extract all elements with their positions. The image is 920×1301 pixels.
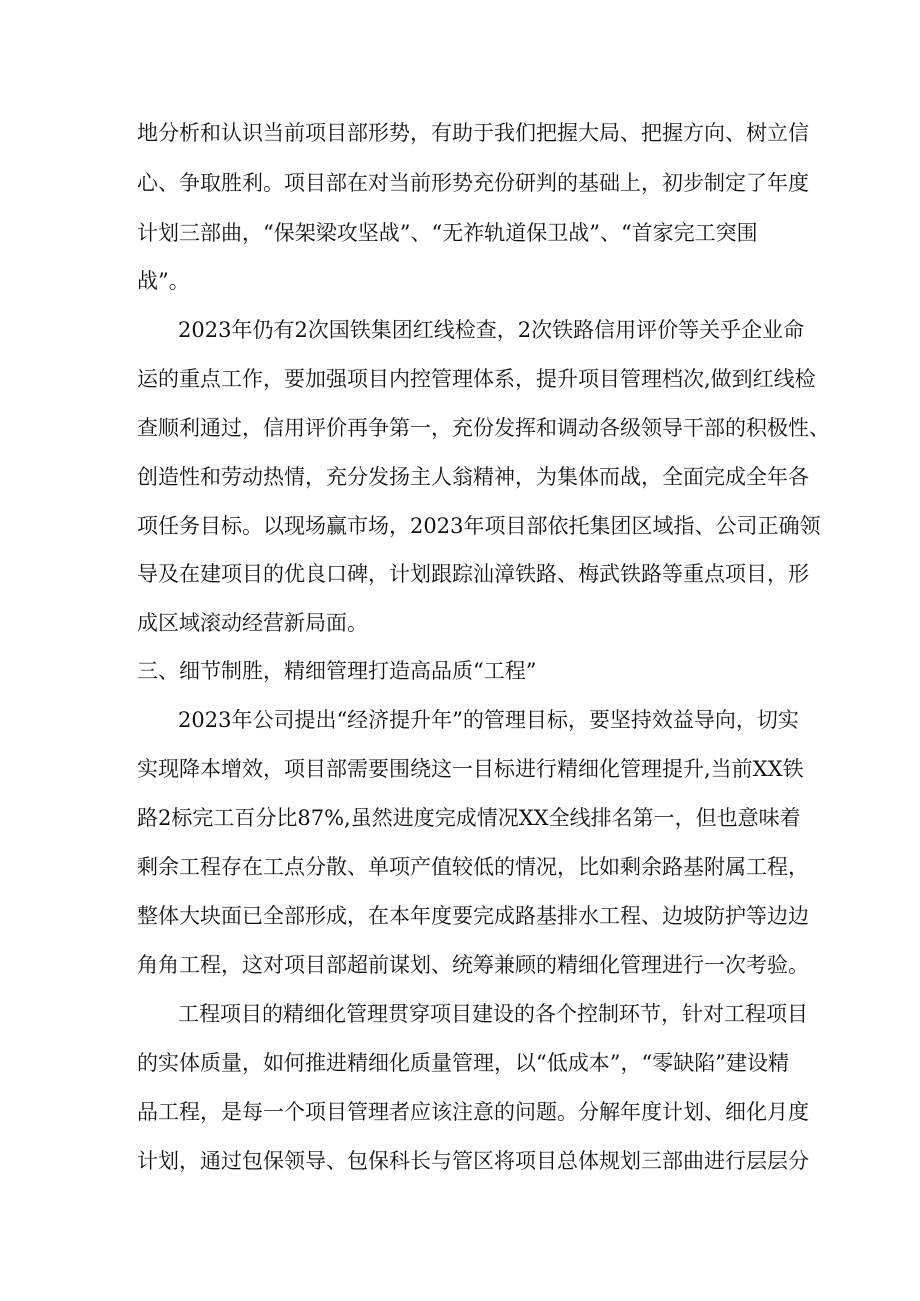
text-line: 角角工程，这对项目部超前谋划、统筹兼顾的精细化管理进行一次考验。 [137, 953, 809, 977]
text-line: 的实体质量，如何推进精细化质量管理，以“低成本”，“零缺陷”建设精 [137, 1051, 789, 1075]
text-line: 创造性和劳动热情，充分发扬主人翁精神，为集体而战，全面完成全年各 [137, 465, 809, 489]
text-line: 计划，通过包保领导、包保科长与管区将项目总体规划三部曲进行层层分 [137, 1149, 809, 1173]
paragraph-start-line: 2023年公司提出“经济提升年”的管理目标，要坚持效益导向，切实 [178, 708, 799, 732]
paragraph-start-line: 工程项目的精细化管理贯穿项目建设的各个控制环节，针对工程项目 [178, 1002, 808, 1026]
text-line: 项任务目标。以现场赢市场，2023年项目部依托集团区域指、公司正确领 [137, 514, 821, 538]
text-line: 路2标完工百分比87%,虽然进度完成情况XX全线排名第一，但也意味着 [137, 806, 801, 830]
text-line: 品工程，是每一个项目管理者应该注意的问题。分解年度计划、细化月度 [137, 1100, 809, 1124]
paragraph-start-line: 2023年仍有2次国铁集团红线检查，2次铁路信用评价等关乎企业命 [178, 318, 805, 342]
text-line: 成区域滚动经营新局面。 [137, 611, 368, 635]
text-line: 剩余工程存在工点分散、单项产值较低的情况，比如剩余路基附属工程， [137, 855, 809, 879]
text-line: 地分析和认识当前项目部形势，有助于我们把握大局、把握方向、树立信 [137, 121, 809, 145]
text-line: 整体大块面已全部形成，在本年度要完成路基排水工程、边坡防护等边边 [137, 904, 809, 928]
text-line: 导及在建项目的优良口碑，计划跟踪汕漳铁路、梅武铁路等重点项目，形 [137, 562, 809, 586]
text-line: 计划三部曲，“保架梁攻坚战”、“无祚轨道保卫战”、“首家完工突围 [137, 221, 758, 245]
text-line: 战”。 [137, 269, 190, 293]
text-line: 实现降本增效，项目部需要围绕这一目标进行精细化管理提升,当前XX铁 [137, 757, 804, 781]
text-line: 查顺利通过，信用评价再争第一，充份发挥和调动各级领导干部的积极性、 [137, 416, 830, 440]
text-line: 运的重点工作，要加强项目内控管理体系，提升项目管理档次,做到红线检 [137, 367, 816, 391]
section-heading: 三、细节制胜，精细管理打造高品质“工程” [137, 659, 537, 683]
text-line: 心、争取胜利。项目部在对当前形势充份研判的基础上，初步制定了年度 [137, 171, 809, 195]
